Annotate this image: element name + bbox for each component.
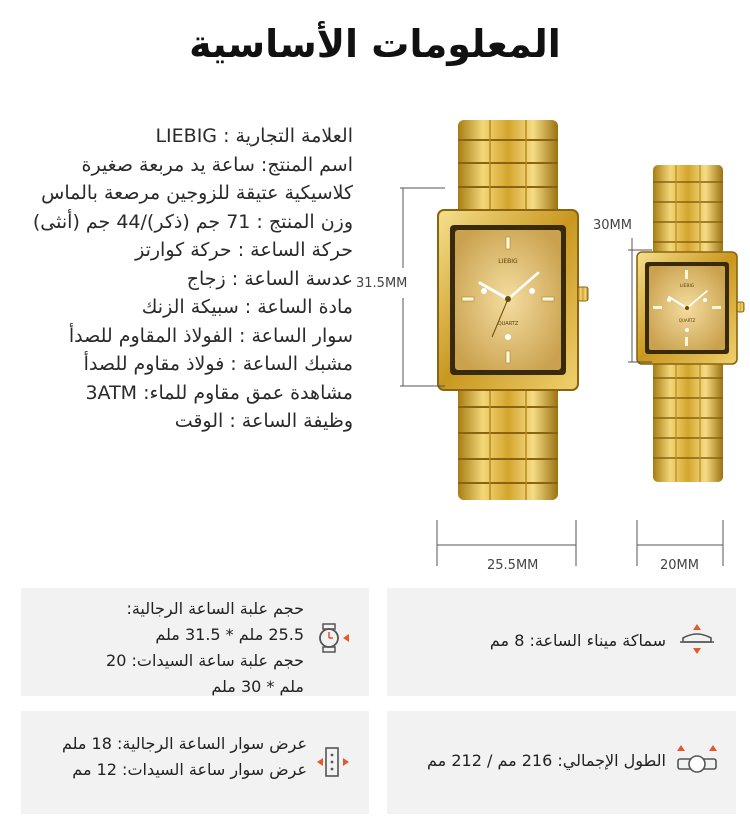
mens-dial-brand: LIEBIG [498,258,518,265]
womens-height-label: 30MM [593,218,632,233]
womens-dial-quartz: QUARTZ [678,318,696,323]
total-length-text: الطول الإجمالي: 216 مم / 212 مم [427,751,666,770]
womens-width-label: 20MM [660,558,699,573]
thickness-text: سماكة ميناء الساعة: 8 مم [489,631,666,650]
spec-product-name: اسم المنتج: ساعة يد مربعة صغيرة كلاسيكية عتيقة للزوجين مرصعة بالماس [41,153,353,204]
mens-width-label: 25.5MM [487,558,539,573]
mens-height-label: 31.5MM [356,276,408,291]
spec-weight: وزن المنتج : 71 جم (ذكر)/44 جم (أنثى) [32,210,353,233]
spec-material: مادة الساعة : سبيكة الزنك [141,296,353,318]
mens-dial-quartz: QUARTZ [497,321,519,327]
womens-dial-brand: LIEBIG [679,284,695,289]
case-size-card [21,588,369,696]
case-size-text: حجم علبة الساعة الرجالية: 25.5 ملم * 31.5 ملم حجم علبة ساعة السيدات: 20 ملم * 30 ملم [106,599,304,696]
spec-water-resistance: مشاهدة عمق مقاوم للماء: 3ATM [85,381,353,404]
thickness-icon [677,622,717,656]
spec-clasp: مشبك الساعة : فولاذ مقاوم للصدأ [83,353,353,375]
page-title: المعلومات الأساسية [189,22,561,66]
watch-case-icon [313,622,353,654]
spec-movement: حركة الساعة : حركة كوارتز [135,239,353,261]
spec-function: وظيفة الساعة : الوقت [174,410,353,432]
band-width-card [21,711,369,814]
thickness-card [387,588,736,696]
band-width-text: عرض سوار الساعة الرجالية: 18 ملم عرض سوار ساعة السيدات: 12 مم [61,734,307,779]
band-width-icon [313,745,353,779]
total-length-icon [675,743,719,779]
total-length-card [387,711,736,814]
spec-lens: عدسة الساعة : زجاج [186,267,353,290]
spec-bracelet: سوار الساعة : الفولاذ المقاوم للصدأ [68,324,353,347]
spec-brand: العلامة التجارية : LIEBIG [155,125,353,147]
